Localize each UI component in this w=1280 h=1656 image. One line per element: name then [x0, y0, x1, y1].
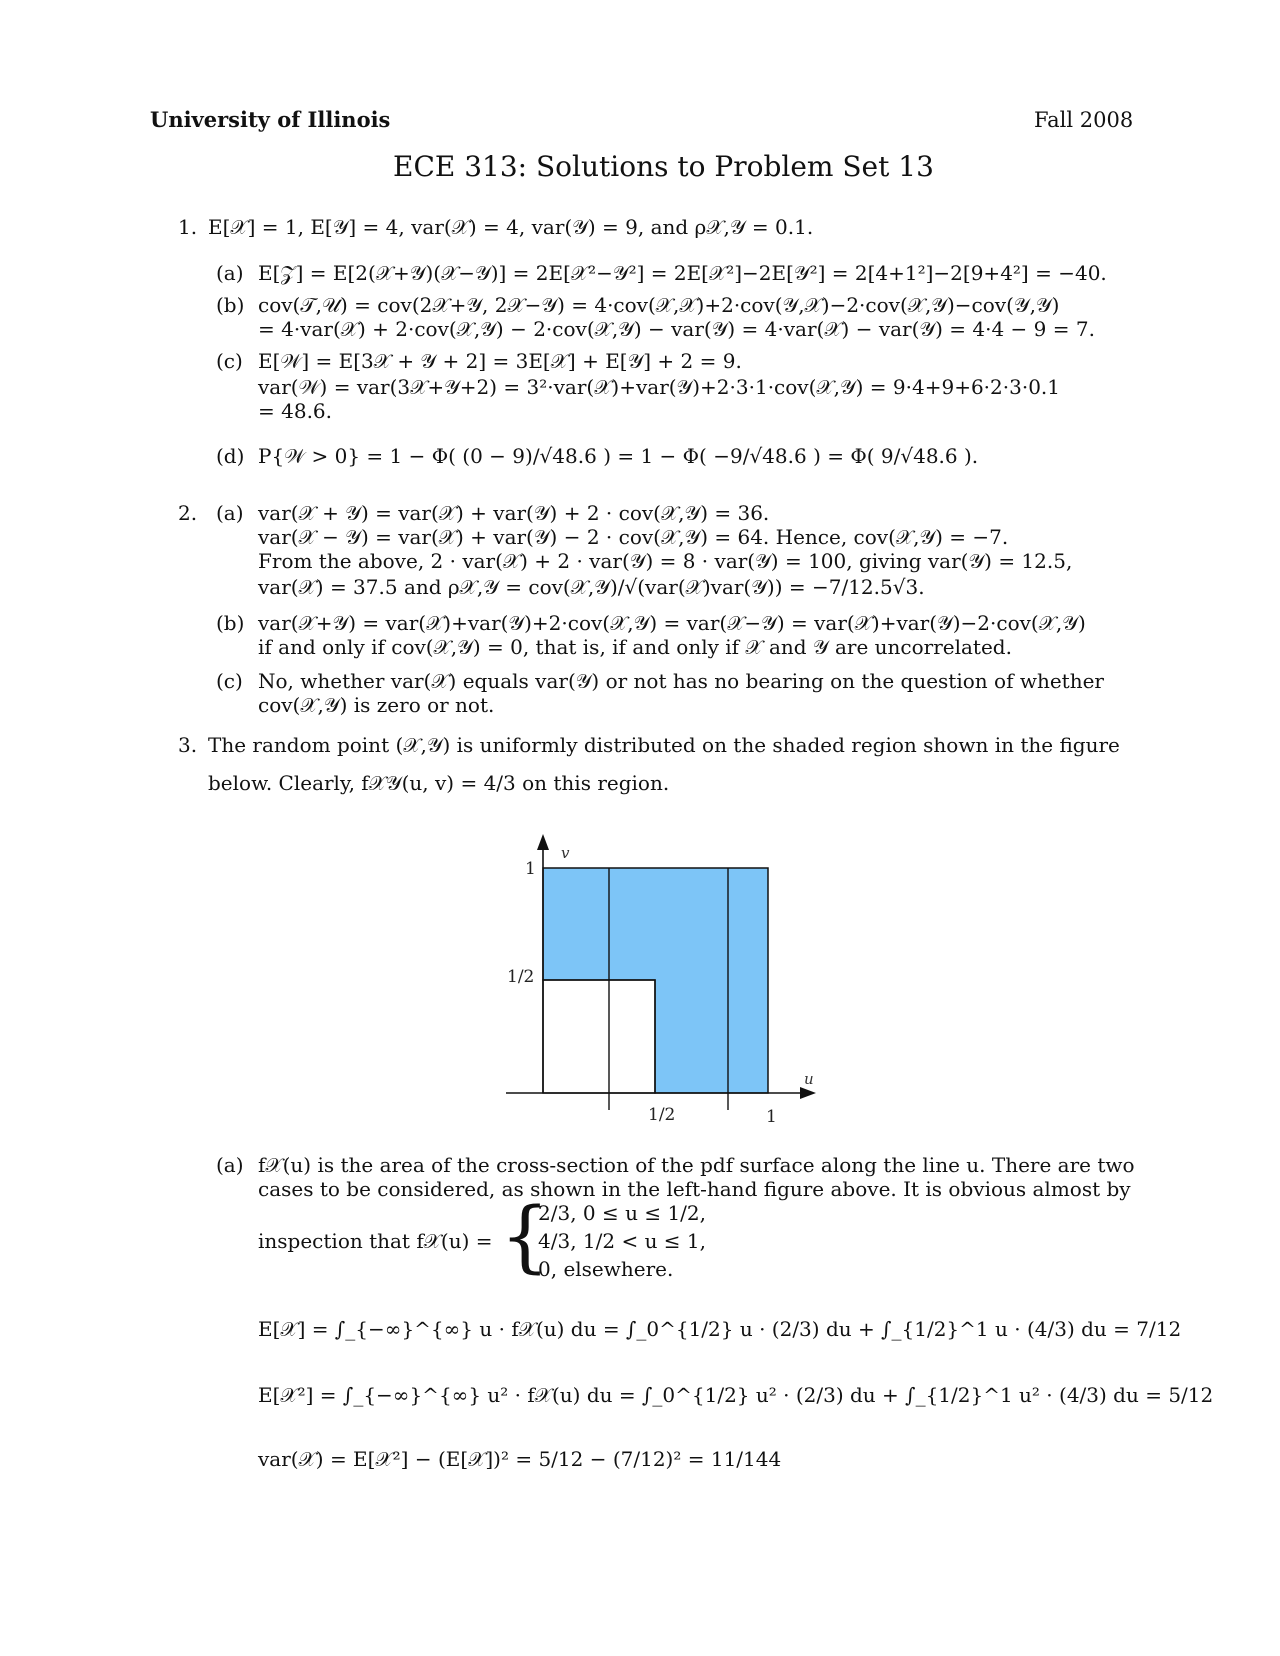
- u-axis-arrowhead: [800, 1087, 816, 1099]
- variance-equation: var(𝒳) = E[𝒳²] − (E[𝒳])² = 5/12 − (7/12)² = 11/144: [258, 1447, 782, 1471]
- problem-2c-label: (c): [216, 669, 243, 693]
- problem-1b-text-1: cov(𝒯,𝒰) = cov(2𝒳+𝒴, 2𝒳−𝒴) = 4·cov(𝒳,𝒳)+2·cov(𝒴,𝒳)−2·cov(𝒳,𝒴)−cov(𝒴,𝒴): [258, 293, 1060, 317]
- problem-2a-text-4: var(𝒳) = 37.5 and ρ𝒳,𝒴 = cov(𝒳,𝒴)/√(var(𝒳)var(𝒴)) = −7/12.5√3.: [258, 575, 925, 599]
- problem-3a-text-2: cases to be considered, as shown in the left-hand figure above. It is obvious almost by: [258, 1177, 1131, 1201]
- problem-1b-text-2: = 4·var(𝒳) + 2·cov(𝒳,𝒴) − 2·cov(𝒳,𝒴) − var(𝒴) = 4·var(𝒳) − var(𝒴) = 4·4 − 9 = 7.: [258, 317, 1095, 341]
- problem-2c-text-1: No, whether var(𝒳) equals var(𝒴) or not has no bearing on the question of whether: [258, 669, 1104, 693]
- problem-1b-label: (b): [216, 293, 245, 317]
- problem-3a-text-1: f𝒳(u) is the area of the cross-section of the pdf surface along the line u. There are two: [258, 1153, 1135, 1177]
- problem-2c-text-2: cov(𝒳,𝒴) is zero or not.: [258, 693, 495, 717]
- problem-1c-text-1: E[𝒲] = E[3𝒳 + 𝒴 + 2] = 3E[𝒳] + E[𝒴] + 2 = 9.: [258, 349, 742, 373]
- problem-3-intro-1: The random point (𝒳,𝒴) is uniformly distributed on the shaded region shown in the figure: [208, 733, 1120, 757]
- problem-2-number: 2.: [178, 501, 198, 525]
- problem-2a-text-1: var(𝒳 + 𝒴) = var(𝒳) + var(𝒴) + 2 · cov(𝒳,𝒴) = 36.: [258, 501, 770, 525]
- problem-1c-text-2: var(𝒲) = var(3𝒳+𝒴+2) = 3²·var(𝒳)+var(𝒴)+2·3·1·cov(𝒳,𝒴) = 9·4+9+6·2·3·0.1: [258, 375, 1061, 399]
- problem-2b-text-2: if and only if cov(𝒳,𝒴) = 0, that is, if and only if 𝒳 and 𝒴 are uncorrelated.: [258, 635, 1012, 659]
- term-label: Fall 2008: [1034, 108, 1134, 132]
- problem-2b-label: (b): [216, 611, 245, 635]
- pdf-case-3: 0, elsewhere.: [538, 1257, 674, 1281]
- v-axis-label: v: [561, 844, 570, 862]
- problem-2b-text-1: var(𝒳+𝒴) = var(𝒳)+var(𝒴)+2·cov(𝒳,𝒴) = var(𝒳−𝒴) = var(𝒳)+var(𝒴)−2·cov(𝒳,𝒴): [258, 611, 1086, 635]
- pdf-inspection-text: inspection that f𝒳(u) =: [258, 1229, 493, 1253]
- v-axis-arrowhead: [537, 834, 549, 850]
- u-tick-one: 1: [766, 1107, 777, 1127]
- problem-1c-label: (c): [216, 349, 243, 373]
- problem-1d-label: (d): [216, 444, 245, 468]
- second-moment-equation: E[𝒳²] = ∫_{−∞}^{∞} u² · f𝒳(u) du = ∫_0^{1/2} u² · (2/3) du + ∫_{1/2}^1 u² · (4/3) du = 5/12: [258, 1383, 1214, 1407]
- problem-3a-label: (a): [216, 1153, 244, 1177]
- unshaded-square: [543, 980, 655, 1093]
- v-tick-half: 1/2: [507, 967, 535, 987]
- problem-1-intro: E[𝒳] = 1, E[𝒴] = 4, var(𝒳) = 4, var(𝒴) = 9, and ρ𝒳,𝒴 = 0.1.: [208, 215, 814, 239]
- u-axis-label: u: [804, 1070, 814, 1088]
- mean-equation: E[𝒳] = ∫_{−∞}^{∞} u · f𝒳(u) du = ∫_0^{1/2} u · (2/3) du + ∫_{1/2}^1 u · (4/3) du = 7/12: [258, 1317, 1182, 1341]
- problem-2a-text-2: var(𝒳 − 𝒴) = var(𝒳) + var(𝒴) − 2 · cov(𝒳,𝒴) = 64. Hence, cov(𝒳,𝒴) = −7.: [258, 525, 1009, 549]
- problem-3-intro-2: below. Clearly, f𝒳𝒴(u, v) = 4/3 on this region.: [208, 771, 670, 795]
- page-title: ECE 313: Solutions to Problem Set 13: [393, 150, 934, 183]
- institution-name: University of Illinois: [150, 107, 391, 132]
- problem-1-number: 1.: [178, 215, 198, 239]
- piecewise-brace: {: [500, 1192, 550, 1282]
- pdf-case-2: 4/3, 1/2 < u ≤ 1,: [538, 1229, 706, 1253]
- problem-1d-text: P{𝒲 > 0} = 1 − Φ( (0 − 9)/√48.6 ) = 1 − Φ( −9/√48.6 ) = Φ( 9/√48.6 ).: [258, 444, 979, 468]
- problem-3-number: 3.: [178, 733, 198, 757]
- problem-1a-text: E[𝒵] = E[2(𝒳+𝒴)(𝒳−𝒴)] = 2E[𝒳²−𝒴²] = 2E[𝒳²]−2E[𝒴²] = 2[4+1²]−2[9+4²] = −40.: [258, 261, 1107, 285]
- problem-2a-label: (a): [216, 501, 244, 525]
- v-tick-one: 1: [525, 859, 536, 879]
- problem-1a-label: (a): [216, 261, 244, 285]
- problem-1c-text-3: = 48.6.: [258, 399, 333, 423]
- u-tick-half: 1/2: [648, 1105, 676, 1125]
- pdf-case-1: 2/3, 0 ≤ u ≤ 1/2,: [538, 1201, 706, 1225]
- problem-2a-text-3: From the above, 2 · var(𝒳) + 2 · var(𝒴) = 8 · var(𝒴) = 100, giving var(𝒴) = 12.5,: [258, 549, 1073, 573]
